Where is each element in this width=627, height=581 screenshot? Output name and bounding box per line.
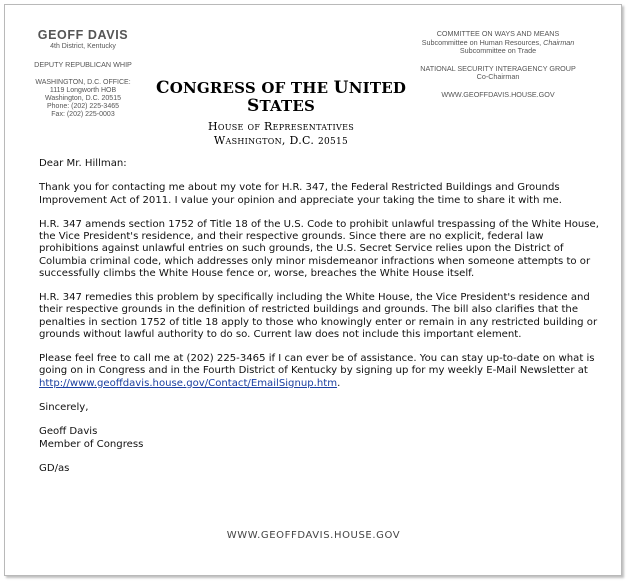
footer-website: WWW.GEOFFDAVIS.HOUSE.GOV <box>226 530 401 541</box>
member-whip-role: DEPUTY REPUBLICAN WHIP <box>34 60 132 69</box>
congress-initial-c: C <box>155 78 170 98</box>
member-name: GEOFF DAVIS <box>37 28 129 42</box>
committee-name: COMMITTEE ON WAYS AND MEANS <box>436 29 560 38</box>
closing: Sincerely, <box>39 401 89 413</box>
letterhead-center <box>150 79 412 149</box>
washington-heading <box>150 134 412 149</box>
house-heading: House of Representatives <box>207 120 355 133</box>
congress-initial-u: U <box>333 78 349 98</box>
salutation: Dear Mr. Hillman: <box>39 158 127 169</box>
paragraph-3: H.R. 347 remedies this problem by specifically including the White House, the Vice President's residence and their respective grounds in the definition of restricted buildings and grounds. The bill also clarifies that the penalties in section 1752 of title 18 apply to those who knowingly enter or remain in any restricted building or grounds without lawful authority to do so. Current law does not include this important element. <box>39 292 598 340</box>
signature-name: Geoff Davis <box>39 426 98 438</box>
nsig-name: NATIONAL SECURITY INTERAGENCY GROUP <box>420 63 576 73</box>
congress-heading <box>150 79 412 115</box>
office-fax: Fax: (202) 225-0003 <box>51 111 115 118</box>
congress-initial-s: S <box>246 96 260 116</box>
congress-text-2: NITED <box>348 79 407 97</box>
paragraph-4-end: . <box>337 377 341 389</box>
subcommittee-1-role: Chairman <box>543 37 575 47</box>
paragraph-4 <box>39 353 599 390</box>
washington-text: Washington, D.C. <box>213 134 315 147</box>
newsletter-signup-link[interactable]: http://www.geoffdavis.house.gov/Contact/EmailSignup.htm <box>39 377 338 389</box>
letter-body <box>39 158 599 487</box>
paragraph-4-text: Please feel free to call me at (202) 225-3465 if I can ever be of assistance. You can stay up-to-date on what is going on in Congress and in the Fourth District of Kentucky by signing up for my weekly E-Mail Newsletter at <box>39 353 595 377</box>
office-address-line2: Washington, D.C. 20515 <box>44 95 121 102</box>
nsig-role: Co-Chairman <box>476 72 520 81</box>
congress-text-1: ONGRESS OF THE <box>169 79 334 97</box>
member-district: 4th District, Kentucky <box>50 43 116 50</box>
letterhead-right <box>398 30 598 99</box>
subcommittee-2: Subcommittee on Trade <box>459 46 537 55</box>
congress-text-3: TATES <box>259 97 316 115</box>
subcommittee-1-label: Subcommittee on Human Resources, <box>421 37 544 47</box>
office-address-line1: 1119 Longworth HOB <box>49 87 117 94</box>
letterhead-left <box>8 28 158 119</box>
header-website: WWW.GEOFFDAVIS.HOUSE.GOV <box>441 89 555 99</box>
signature-title: Member of Congress <box>39 438 144 450</box>
signature-block <box>39 426 599 450</box>
office-label: WASHINGTON, D.C. OFFICE: <box>35 79 131 86</box>
initials: GD/as <box>39 462 70 474</box>
paragraph-1: Thank you for contacting me about my vote for H.R. 347, the Federal Restricted Buildings and Grounds Improvement Act of 2011. I value your opinion and appreciate your taking the time to share it with me. <box>39 182 562 206</box>
washington-zip: 20515 <box>317 137 349 147</box>
paragraph-2: H.R. 347 amends section 1752 of Title 18 of the U.S. Code to prohibit unlawful trespassing of the White House, the Vice President's residence, and their respective grounds. Since there are no explicit, federal law prohibitions against unlawful entries on such grounds, the U.S. Secret Service relies upon the District of Columbia criminal code, which addresses only minor misdemeanor infractions when someone attempts to or successfully climbs the White House fence or, worse, breaches the White House itself. <box>39 218 599 279</box>
office-phone: Phone: (202) 225-3465 <box>47 103 119 110</box>
